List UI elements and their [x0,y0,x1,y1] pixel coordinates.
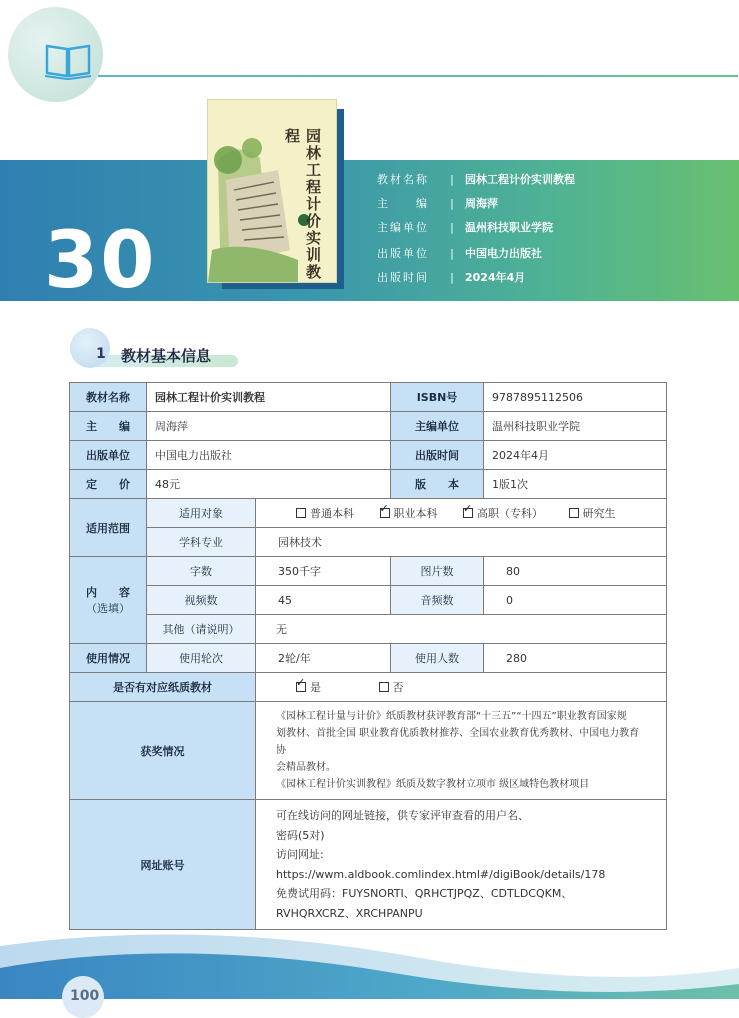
table-row [70,557,667,586]
account-line: 免费试用码：FUYSNORTI、QRHCTJPQZ、CDTLDCQKM、 [276,887,573,900]
award-label: 获奖情况 [70,702,256,800]
checkbox-icon[interactable] [379,682,389,692]
rounds-value: 2轮/年 [256,644,391,673]
target-option[interactable] [296,507,354,520]
award-line: 划教材、首批全国 职业教育优质教材推荐、全国农业教育优秀教材、中国电力教育协 [276,728,640,756]
option-label: 职业本科 [393,507,438,520]
table-row [70,528,667,557]
other-value: 无 [256,615,667,644]
table-row [70,383,667,412]
banner-info-value: 园林工程计价实训教程 [465,173,575,186]
table-row [70,644,667,673]
banner-info-value: 周海萍 [465,197,498,210]
table-row [70,586,667,615]
banner-info-value: 2024年4月 [465,271,526,284]
banner-info-label: 出版时间 [377,271,429,284]
audios-value: 0 [484,586,667,615]
words-value: 350千字 [256,557,391,586]
banner-info-value: 温州科技职业学院 [465,221,553,234]
words-label: 字数 [147,557,256,586]
paper-option-yes[interactable] [296,681,321,694]
target-option[interactable] [380,507,438,520]
table-row [70,800,667,930]
account-text [256,800,667,930]
checkbox-icon[interactable] [569,508,579,518]
paper-option-no[interactable] [379,681,404,694]
banner-info-value: 中国电力出版社 [465,247,542,260]
usage-label: 使用情况 [70,644,147,673]
table-row [70,412,667,441]
account-label: 网址账号 [70,800,256,930]
textbook-number: 30 [44,216,157,306]
pics-value: 80 [484,557,667,586]
publisher-value: 中国电力出版社 [147,441,391,470]
edition-label: 版 本 [391,470,484,499]
award-line: 《园林工程计价实训教程》纸质及数字教材立项市 级区域特色教材项目 [276,779,590,790]
pub-date-value: 2024年4月 [484,441,667,470]
edition-value: 1版1次 [484,470,667,499]
option-label: 研究生 [582,507,616,520]
checkbox-checked-icon[interactable] [296,682,306,692]
banner-info-separator: | [450,247,454,260]
banner-info-label: 教材名称 [377,173,429,186]
header-rule [98,75,738,77]
editor-unit-label: 主编单位 [391,412,484,441]
users-value: 280 [484,644,667,673]
book-cover-title: 园林工程计价实训教程 [283,128,322,281]
content-label-sub: （选填） [86,602,130,615]
isbn-value: 9787895112506 [484,383,667,412]
banner-info-row-publisher [377,246,542,262]
checkbox-checked-icon[interactable] [463,508,473,518]
price-value: 48元 [147,470,391,499]
table-row [70,470,667,499]
other-label: 其他（请说明） [147,615,256,644]
audios-label: 音频数 [391,586,484,615]
page-number: 100 [70,988,100,1004]
section-number: 1 [96,346,106,362]
banner-info-separator: | [450,173,454,186]
banner-info-label: 主编单位 [377,221,429,234]
name-value: 园林工程计价实训教程 [147,383,391,412]
content-label-main: 内 容 [86,586,130,599]
option-label: 是 [310,681,321,694]
award-text [256,702,667,800]
banner-info-row-date [377,270,525,286]
content-label [70,557,147,644]
isbn-label: ISBN号 [391,383,484,412]
name-label: 教材名称 [70,383,147,412]
banner-info-row-unit [377,220,553,236]
footer-wave [0,918,739,999]
banner-info-row-name [377,172,575,188]
scope-label: 适用范围 [70,499,147,557]
account-line: RVHQRXCRZ、XRCHPANPU [276,906,423,920]
section-title: 教材基本信息 [121,347,212,365]
checkbox-icon[interactable] [296,508,306,518]
book-cover-image [208,100,336,282]
rounds-label: 使用轮次 [147,644,256,673]
table-row [70,441,667,470]
editor-value: 周海萍 [147,412,391,441]
table-row [70,499,667,528]
option-label: 普通本科 [310,507,354,520]
award-line: 《园林工程计量与计价》纸质教材获评教育部“十三五”“十四五”职业教育国家规 [276,711,627,722]
option-label: 高职（专科） [477,507,543,520]
price-label: 定 价 [70,470,147,499]
publisher-label: 出版单位 [70,441,147,470]
pics-label: 图片数 [391,557,484,586]
banner-info-label: 主 编 [377,197,429,210]
videos-value: 45 [256,586,391,615]
checkbox-checked-icon[interactable] [380,508,390,518]
banner-info-separator: | [450,271,454,284]
videos-label: 视频数 [147,586,256,615]
major-value: 园林技术 [256,528,667,557]
target-option[interactable] [569,507,616,520]
users-label: 使用人数 [391,644,484,673]
table-row [70,615,667,644]
major-label: 学科专业 [147,528,256,557]
textbook-info-table [69,382,667,930]
account-url[interactable]: https://wwm.aldbook.comlindex.html#/digiBook/details/178 [276,867,606,881]
table-row [70,702,667,800]
award-line: 会精品教材。 [276,762,336,773]
account-line: 访问网址: [276,848,324,861]
pub-date-label: 出版时间 [391,441,484,470]
target-label: 适用对象 [147,499,256,528]
account-line: 密码(5对) [276,828,325,842]
account-line: 可在线访问的网址链接，供专家评审查看的用户名、 [276,809,529,822]
banner-info-separator: | [450,197,454,210]
editor-unit-value: 温州科技职业学院 [484,412,667,441]
banner-info-row-editor [377,196,498,212]
target-option[interactable] [463,507,543,520]
banner-info-separator: | [450,221,454,234]
table-row [70,673,667,702]
option-label: 否 [392,681,404,694]
target-options [256,499,667,528]
paper-label: 是否有对应纸质教材 [70,673,256,702]
open-book-icon [44,42,92,80]
banner-info-label: 出版单位 [377,247,429,260]
paper-options [256,673,667,702]
editor-label: 主 编 [70,412,147,441]
